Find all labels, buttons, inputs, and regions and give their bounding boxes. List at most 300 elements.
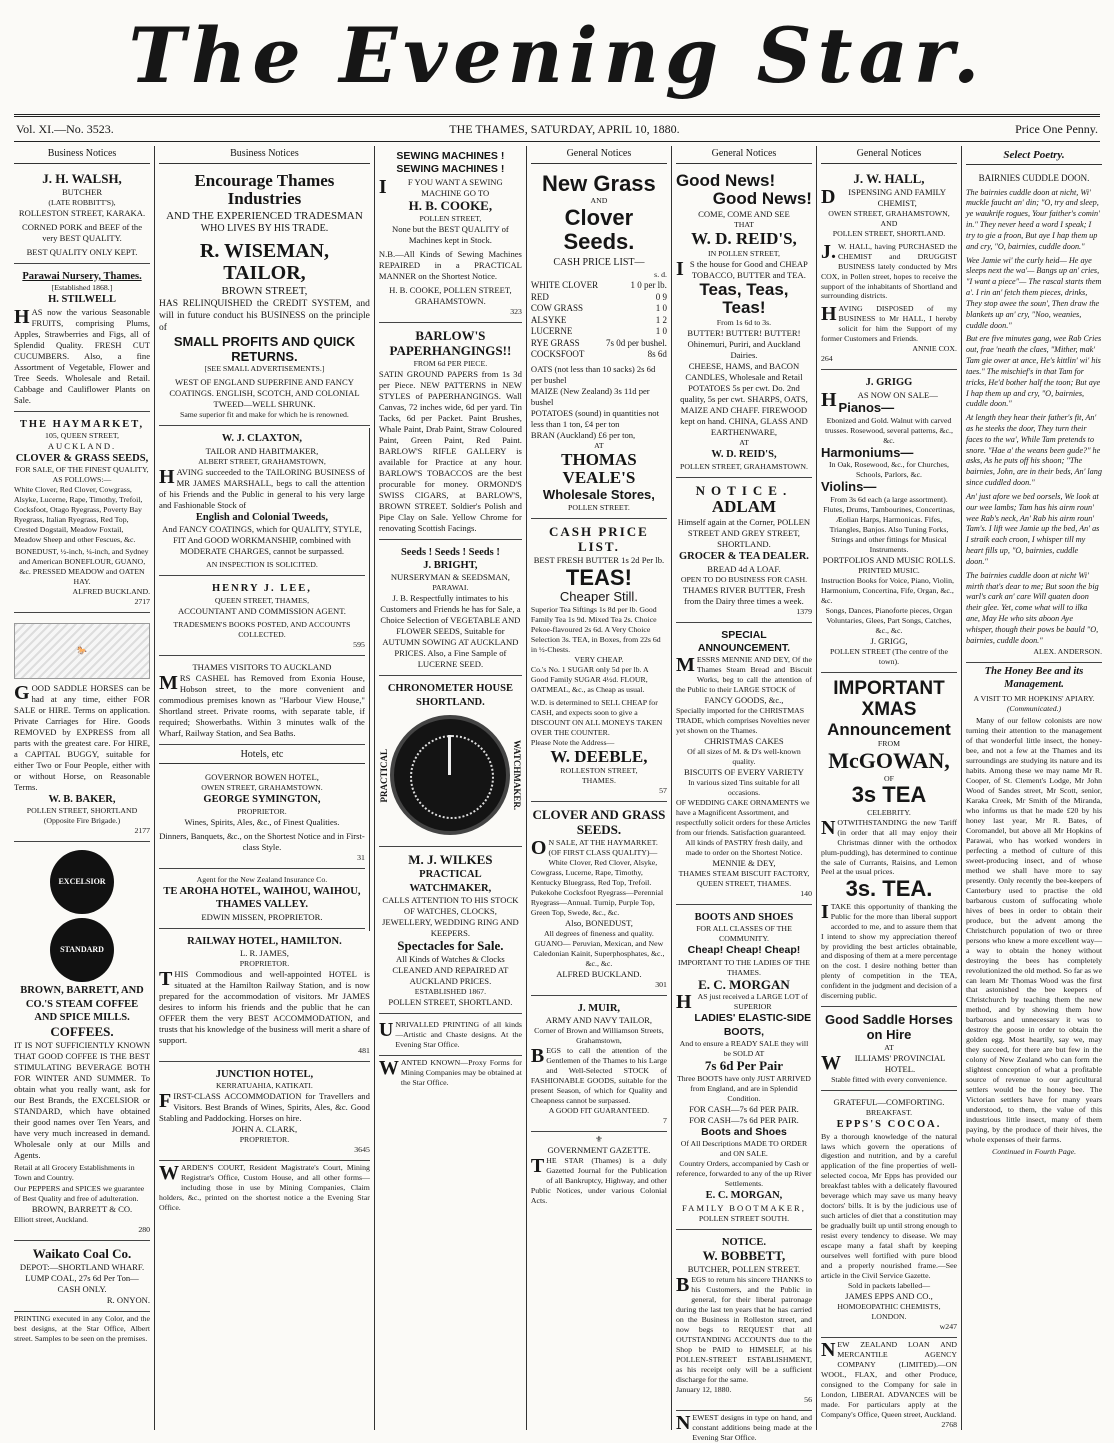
ad-title: Encourage Thames Industries xyxy=(194,170,335,209)
ad-number: 264 xyxy=(820,354,833,364)
ad-walsh xyxy=(14,168,150,264)
ad-title: EPPS'S COCOA. xyxy=(836,1119,942,1131)
ad-warden: WARDEN'S COURT, Resident Magistrate's Court, Mining Registrar's Office, Custom House, and all other forms—including those in use by Mining Companies, Claim holders, &c., printed on the shortest notice a the Evening Star Office. xyxy=(159,1162,370,1213)
ad-text: Specially imported for the CHRISTMAS TRADE, which comprises Novelties never yet shown on the Thames. xyxy=(675,706,810,736)
ad-number: 57 xyxy=(659,786,667,796)
ad-claxton xyxy=(159,428,365,576)
price-cell: 1 0 xyxy=(655,326,667,337)
ad-number: 7 xyxy=(663,1115,667,1125)
ad-text: CASH PRICE LIST— xyxy=(553,257,645,269)
ad-text: FIRST-CLASS ACCOMMODATION for Travellers and Visitors. Best Brands of Wines, Spirits, Ales, &c. Good Stabling and Paddocking. Horses on hire. xyxy=(159,1090,370,1124)
ad-text: None but the BEST QUALITY of Machines kept in Stock. xyxy=(392,223,509,245)
ad-text: POLLEN STREET. xyxy=(568,502,630,512)
ad-text: Also, BONEDUST, xyxy=(564,917,633,928)
ad-text: LUMP COAL, 27s 6d Per Ton—CASH ONLY. xyxy=(25,1273,139,1295)
ad-text: Sold in packets labelled— xyxy=(847,1281,931,1291)
price-cell: 1 0 xyxy=(655,303,667,314)
ad-title: Pianos— xyxy=(838,399,895,415)
price-row xyxy=(531,303,667,315)
ad-text: BUTTER! BUTTER! BUTTER! Ohinemuri, Puriri, and Auckland Dairies. xyxy=(687,328,801,361)
ad-text: POLLEN STREET, SHORTLAND. xyxy=(832,228,946,238)
ad-signature: J. GRIGG, xyxy=(870,635,908,646)
ad-text: LONDON. xyxy=(871,1312,907,1322)
ad-epps-cocoa xyxy=(821,1093,957,1338)
ad-title: PRACTICAL WATCHMAKER, xyxy=(409,869,492,894)
ad-title: H. B. COOKE, xyxy=(408,197,493,213)
ad-title: SEWING MACHINES ! SEWING MACHINES ! xyxy=(396,150,505,176)
ad-text: DISPENSING AND FAMILY CHEMIST, xyxy=(820,185,947,208)
ad-text: QUEEN STREET, THAMES, xyxy=(214,595,310,605)
ad-text: BEGS to return his sincere THANKS to his Customers, and the Public in general, for their liberal patronage during the last ten years that he has carried on the Business in Rolleston street, and now begs to REQUEST that all OUTSTANDING ACCOUNTS due to the Shop be PAID to HIMSELF, at his POLLEN-STREET ESTABLISHMENT, as his receipt only will be a sufficient discharge for the same. xyxy=(675,1274,812,1384)
ad-unrivalled-printing: UNRIVALLED PRINTING of all kinds—Artistic and Chaste designs. At the Evening Star Office. xyxy=(379,1016,522,1056)
ad-title: HENRY J. LEE, xyxy=(211,583,312,595)
ad-title: Teas, Teas, Teas! xyxy=(699,279,789,318)
ad-title: Wholesale Stores, xyxy=(542,487,655,503)
ad-title: SMALL PROFITS AND QUICK RETURNS. xyxy=(173,333,356,364)
ad-clover-seeds xyxy=(531,804,667,995)
ad-text: All degrees of fineness and quality. xyxy=(543,928,654,938)
price-cell: WHITE CLOVER xyxy=(530,280,599,291)
ad-text: MAIZE (New Zealand) 3s 11d per bushel xyxy=(530,385,650,407)
ad-title: Cheap! Cheap! Cheap! xyxy=(687,944,801,957)
ad-text: ARMY AND NAVY TAILOR, xyxy=(545,1015,653,1026)
ad-text: ESTABLISHED 1867. xyxy=(414,987,487,997)
ad-text: IN POLLEN STREET, xyxy=(707,248,780,258)
ad-text: Songs, Dances, Pianoforte pieces, Organ Voluntaries, Glees, Part Songs, Catches, &c., &c. xyxy=(825,606,953,635)
ad-text: THAT xyxy=(733,220,754,230)
ad-text: GOOD SADDLE HORSES can be had at any time, either FOR SALE or HIRE. Terms on application. Private Carriages for Hire. Goods REMOVED by EXPRESS from all parts with the greatest care. For HIRE, a CAPITAL BUGGY, suitable for either Two or Four People, either with or without Horse, on Reasonable Terms. xyxy=(14,681,151,792)
ad-text: January 12, 1880. xyxy=(675,1384,732,1394)
ad-number: 1379 xyxy=(796,606,812,616)
ad-text: FROM 6d PER PIECE. xyxy=(413,358,488,368)
ad-text: Agent for the New Zealand Insurance Co. xyxy=(196,874,328,884)
ad-text: AT xyxy=(739,438,749,448)
ad-text: PORTFOLIOS AND MUSIC ROLLS. xyxy=(822,555,956,566)
ad-title: GEORGE SYMINGTON, xyxy=(203,794,321,806)
ad-text: OWEN STREET, GRAHAMSTOWN, xyxy=(828,208,950,218)
ad-signature: ANNIE COX. xyxy=(912,344,957,354)
column-heading: Business Notices xyxy=(159,146,370,164)
poem-stanza: The bairnies cuddle doon at nicht, Wi' muckle faucht an' din; "O, try and sleep, ye waukrife rogues, Your faither's comin' in." They never heed a word I speak; I try to gie a froon, But aye I hap them up and cry, "O, bairnies, cuddle doon." xyxy=(966,187,1100,251)
ad-title: W. DEEBLE, xyxy=(550,746,648,766)
ad-text: WEST OF ENGLAND SUPERFINE AND FANCY COATINGS. ENGLISH, SCOTCH, AND COLONIAL TWEED—WELL SHRUNK. xyxy=(169,377,360,410)
ad-title: GRATEFUL—COMFORTING. xyxy=(833,1097,945,1108)
ad-title: Violins— xyxy=(820,479,877,495)
ad-reid xyxy=(676,168,812,478)
ad-signature: BROWN, BARRETT & CO. xyxy=(31,1204,133,1215)
ad-title: BOOTS AND SHOES xyxy=(694,911,794,923)
ad-text: N.B.—All Kinds of Sewing Machines REPAIRED in a PRACTICAL MANNER on the Shortest Notice. xyxy=(378,248,522,281)
ad-title: BROWN, BARRETT, AND CO.'S STEAM COFFEE AND SPICE MILLS. xyxy=(20,985,144,1024)
column-5 xyxy=(672,146,817,1442)
clock-illustration xyxy=(390,715,510,835)
ad-text: ITAKE this opportunity of thanking the Public for the more than liberal support accorded to me, and to assure them that I intend to show my appreciation thereof by providing the best articles obtainable, and disposing of them at a mere percentage on the cost. I desire nothing better than plenty of competition in the TEA, confident in the judgment and decision of a discerning public. xyxy=(820,900,957,1001)
ad-barlow xyxy=(379,325,522,540)
ad-text: CHEESE, HAMS, and BACON CANDLES, Wholesale and Retail POTATOES 5s per cwt. Do. 2nd quality, 5s per cwt. SHARPS, OATS, MAIZE AND CHAFF. FIREWOOD kept on hand. CHINA, GLASS AND EARTHENWARE, xyxy=(680,361,808,438)
ad-title: JUNCTION HOTEL, xyxy=(215,1068,314,1080)
ad-text: All Kinds of Watches & Clocks CLEANED AND REPAIRED AT AUCKLAND PRICES. xyxy=(392,954,509,987)
ad-text: From 1s 6d to 3s. xyxy=(716,318,772,328)
ad-text: POLLEN STREET, SHORTLAND xyxy=(26,806,138,816)
ad-mennie-dey xyxy=(676,625,812,905)
ad-title: Parawai Nursery, Thames. xyxy=(22,270,142,282)
ad-title: M. J. WILKES xyxy=(408,852,493,868)
ad-text: IMPORTANT TO THE LADIES OF THE THAMES. xyxy=(678,957,810,977)
excelsior-brand-stamp: EXCELSIOR xyxy=(50,850,114,914)
ad-title: Spectacles for Sale. xyxy=(397,938,504,954)
ad-title: SPECIAL ANNOUNCEMENT. xyxy=(697,628,791,654)
dateline xyxy=(14,114,1100,142)
section-heading: Hotels, etc xyxy=(159,747,365,765)
ad-title: E. C. MORGAN xyxy=(698,976,790,992)
ad-title: TE AROHA HOTEL, WAIHOU, WAIHOU, THAMES VALLEY. xyxy=(163,885,361,911)
ad-wanted-known: WANTED KNOWN—Proxy Forms for Mining Companies may be obtained at the Star Office. xyxy=(378,1056,522,1087)
ad-morgan xyxy=(676,907,812,1230)
ad-title: CLOVER AND GRASS SEEDS. xyxy=(532,807,666,838)
ad-title: RAILWAY HOTEL, HAMILTON. xyxy=(187,935,342,947)
column-2-split xyxy=(159,428,370,930)
ad-text: WHO LIVES BY HIS TRADE. xyxy=(200,223,329,235)
ad-printing: PRINTING executed in any Color, and the best designs, at the Star Office, Albert street. Samples to be seen on the premises. xyxy=(14,1314,151,1344)
ad-text: POLLEN STREET, xyxy=(419,213,482,223)
volume-number: Vol. XI.—No. 3523. xyxy=(16,121,114,136)
ad-muir xyxy=(531,998,667,1132)
ad-number: 481 xyxy=(358,1045,370,1055)
ad-title: Good News! xyxy=(675,170,776,190)
ad-number: 2177 xyxy=(134,826,151,836)
ad-signature: W. D. REID'S, xyxy=(711,449,777,461)
ad-signature: E. C. MORGAN, xyxy=(705,1190,783,1202)
ad-text: Instruction Books for Voice, Piano, Violin, Harmonium, Concertina, Fife, Organ, &c., &c. xyxy=(820,576,954,606)
ad-signature: ALFRED BUCKLAND. xyxy=(556,968,642,979)
ad-text: BEST FRESH BUTTER 1s 2d Per lb. xyxy=(533,554,665,565)
ad-text: Superior Tea Siftings 1s 8d per lb. Good Family Tea 1s 9d. Mixed Tea 2s. Choice Pekoe-flavoured 2s 6d. A Very Choice Selection 3s. TEA, in Boxes, from 22s 6d in ½-Chests. xyxy=(530,604,661,654)
price-row xyxy=(531,326,667,338)
ad-text: L. R. JAMES, xyxy=(239,947,289,958)
ad-title: J. GRIGG xyxy=(865,377,913,389)
ad-title: R. WISEMAN, TAILOR, xyxy=(199,240,329,285)
column-heading: General Notices xyxy=(821,146,957,164)
price-cell: 7s 0d per bushel. xyxy=(605,337,667,348)
ad-text: In various sized Tins suitable for all occasions. xyxy=(688,778,800,798)
ad-text: White Clover, Red Clover, Cowgrass, Alsyke, Lucerne, Rape, Timothy, Trefoil, Cocksfoot, Otago Ryegrass, Poverty Bay Ryegrass, Italian Ryegrass, Red Top, Crested Dogstail, Meadow Foxtail, Meadow Sheep and other Fescues, &c. xyxy=(14,485,143,545)
ad-text: AUCKLAND. xyxy=(47,440,117,451)
ad-signature: ALFRED BUCKLAND. xyxy=(72,587,151,597)
ad-mcgowan xyxy=(821,675,957,1007)
ad-title: THE HAYMARKET, xyxy=(19,418,145,430)
ad-text: FAMILY BOOTMAKER, xyxy=(682,1202,806,1213)
ad-text: NEW ZEALAND LOAN AND MERCANTILE AGENCY COMPANY (LIMITED).—ON WOOL, FLAX, and other Produce, consigned to the Company for sale in London, LIBERAL ADVANCES will be made. For particulars apply at the Company's Office, Queen street, Auckland. xyxy=(820,1338,957,1419)
ad-text: CELEBRITY. xyxy=(867,807,911,817)
issue-date: THE THAMES, SATURDAY, APRIL 10, 1880. xyxy=(449,121,680,136)
horse-carriage-illustration: 🐎 xyxy=(14,623,150,679)
ad-text: ON SALE, AT THE HAYMARKET. (OF FIRST CLASS QUALITY)— White Clover, Red Clover, Alsyke, Cowgrass, Lucerne, Rape, Timothy, Kentucky Bluegrass, Red Top, Trefoil. Pukekohe Cocksfoot Ryegrass—Perennial Ryegrass—Annual. Turnip, Purple Top, Green Top, Swede, &c., &c. xyxy=(530,836,664,917)
ad-text: PROPRIETOR. xyxy=(239,1135,290,1145)
ad-text: BEST QUALITY ONLY KEPT. xyxy=(26,246,138,257)
clock-row xyxy=(379,709,522,841)
ad-text: BROWN STREET, xyxy=(221,285,308,298)
poem-stanza: But ere five minutes gang, wee Rab Cries out, frae 'neath the claes, "Mither, mak' Tam gie ower at ance, He's kittlin' wi' his taes." The mischief's in that Tam for tricks, He'd bother half the toon; But aye I hap them up and cry, "O, bairnies, cuddle doon." xyxy=(966,334,1102,409)
column-2 xyxy=(155,146,375,1430)
ad-text: Dinners, Banquets, &c., on the Shortest Notice and in First-class Style. xyxy=(159,830,365,852)
ad-text: CHRISTMAS CAKES xyxy=(704,736,784,747)
ad-text: OF xyxy=(884,773,894,783)
ad-text: By a thorough knowledge of the natural laws which govern the operations of digestion and nutrition, and by a careful application of the fine properties of well-selected cocoa, Mr Epps has provided our breakfast tables with a delicately flavoured beverage which may save us many heavy doctors' bills. It is by the judicious use of such articles of diet that a constitution may be gradually built up until strong enough to resist every tendency to disease. We may escape many a fatal shaft by keeping ourselves well fortified with pure blood and a properly nourished frame.—See article in the Civil Service Gazette. xyxy=(820,1131,957,1281)
ad-junction-hotel xyxy=(159,1064,370,1161)
ad-text: ACCOUNTANT AND COMMISSION AGENT. xyxy=(177,605,346,616)
price-cell: RED xyxy=(530,291,549,302)
ad-text: WILLIAMS' PROVINCIAL HOTEL. xyxy=(820,1052,946,1075)
ad-text: All kinds of PASTRY fresh daily, and made to order on the Shortest Notice. xyxy=(685,837,803,857)
ad-text: ALBERT STREET, GRAHAMSTOWN, xyxy=(198,456,326,466)
ad-signature: H. B. COOKE, POLLEN STREET, GRAHAMSTOWN. xyxy=(389,284,512,306)
ad-title: GROCER & TEA DEALER. xyxy=(678,551,809,563)
column-heading: Business Notices xyxy=(14,146,150,164)
ad-number: 31 xyxy=(357,852,365,862)
ad-text: AND THE EXPERIENCED TRADESMAN xyxy=(166,210,363,223)
ad-wiseman xyxy=(159,168,370,427)
ad-text: s. d. xyxy=(654,270,667,280)
column-4 xyxy=(527,146,672,1430)
ad-text: [SEE SMALL ADVERTISEMENTS.] xyxy=(204,364,325,374)
ad-title: CLOVER & GRASS SEEDS, xyxy=(15,452,149,464)
price-cell: LUCERNE xyxy=(530,326,573,337)
ad-title: J. MUIR, xyxy=(577,1002,621,1014)
ad-text: FOR ALL CLASSES OF THE COMMUNITY. xyxy=(696,924,792,944)
price-row xyxy=(531,292,667,304)
ad-text: WATCHMAKER. xyxy=(511,740,522,811)
ad-title: CASH PRICE LIST. xyxy=(549,523,649,554)
coffee-brand-stamps xyxy=(14,848,150,984)
ad-text: THAMES. xyxy=(581,776,616,786)
ad-hall xyxy=(821,168,957,370)
article-title: The Honey Bee and its Management. xyxy=(984,665,1084,690)
column-heading: General Notices xyxy=(676,146,812,164)
ad-number: 280 xyxy=(138,1225,151,1235)
ad-number: 140 xyxy=(800,888,812,898)
ad-text: THIS Commodious and well-appointed HOTEL is situated at the Hamilton Railway Station, and is now prepared for the accommodation of visitors. Mr JAMES desires to inform his friends and the public that he can OFFER them the very BEST ACCOMMODATION, and trusts that his knowledge of the business will merit a share of support. xyxy=(159,967,370,1045)
ad-lee xyxy=(159,578,365,655)
ad-text: FOR CASH—7s 6d PER PAIR. xyxy=(689,1104,799,1115)
ad-text: Of All Descriptions MADE TO ORDER and ON SALE. xyxy=(680,1139,808,1159)
ad-text: THE STAR (Thames) is a duly Gazetted Journal for the Publication of all Bankruptcy, Highway, and other Public Notices, under various Colonial Acts. xyxy=(530,1154,667,1205)
ad-signature: MENNIE & DEY, xyxy=(712,857,776,868)
ad-text: DEPOT:—SHORTLAND WHARF. xyxy=(19,1262,145,1273)
ad-title: J. H. WALSH, xyxy=(42,170,122,186)
ad-baker xyxy=(14,615,150,842)
ad-title: English and Colonial Tweeds, xyxy=(195,511,328,523)
ad-deeble xyxy=(531,521,667,802)
ad-number: 2717 xyxy=(134,596,151,606)
ad-nz-loan xyxy=(821,1340,957,1430)
ad-government-gazette xyxy=(531,1134,667,1206)
ad-text: POLLEN STREET SOUTH. xyxy=(698,1213,790,1223)
ad-cooke xyxy=(379,146,522,323)
ad-text: OWEN STREET, GRAHAMSTOWN. xyxy=(201,783,323,793)
ad-title: LADIES' ELASTIC-SIDE BOOTS, xyxy=(694,1012,812,1038)
price-cell: 8s 6d xyxy=(647,349,667,360)
ad-text: VERY CHEAP. xyxy=(574,654,624,664)
price-row xyxy=(531,349,667,361)
column-heading: General Notices xyxy=(531,146,667,164)
poem-stanza: Wee Jamie wi' the curly heid— He aye sleeps next the wa'— Bangs up an' cries, "I want a piece"— The rascal starts them a'. I rin an' fetch them pieces, drinks, They stop awee the soun', Then draw the blankets up an' cry, "Noo, weanies, cuddle doon." xyxy=(966,255,1102,330)
ad-newest-designs: NEWEST designs in type on hand, and constant additions being made at the Evening Star Office. xyxy=(675,1411,812,1442)
column-7 xyxy=(962,146,1106,1430)
ad-text: OPEN TO DO BUSINESS FOR CASH. xyxy=(680,574,808,584)
ad-title: H. STILWELL xyxy=(48,294,116,306)
ad-title: NOTICE. xyxy=(721,1236,766,1248)
ad-text: J. B. Respectfully intimates to his Customers and Friends he has for Sale, a Choice Selection of VEGETABLE AND FLOWER SEEDS, Suitable for AUTUMN SOWING AT AUCKLAND PRICES. Also, a Fine Sample of LUCERNE SEED. xyxy=(380,593,521,670)
ad-title: Good Saddle Horses on Hire xyxy=(825,1012,953,1043)
ad-text: JOHN A. CLARK, xyxy=(231,1124,298,1135)
ad-text: Country Orders, accompanied by Cash or reference, forwarded to any of the up River Settlements. xyxy=(676,1159,812,1189)
ad-number: 323 xyxy=(510,306,522,316)
ad-title: Announcement xyxy=(827,719,951,739)
ad-text: HAS NOW ON SALE— xyxy=(820,388,938,411)
ad-text: OATS (not less than 10 sacks) 2s 6d per bushel xyxy=(530,363,656,385)
price-cell: COCKSFOOT xyxy=(530,349,585,360)
ad-text: Himself again at the Corner, POLLEN STREET AND GREY STREET, SHORTLAND. xyxy=(677,517,811,550)
ad-text: IS the house for Good and CHEAP TOBACCO, BUTTER and TEA. xyxy=(675,257,808,280)
ad-text: Same superior fit and make for which he is renowned. xyxy=(180,410,349,420)
ad-text: (LATE ROBBITT'S), xyxy=(48,197,116,207)
ad-text: HOMOEOPATHIC CHEMISTS, xyxy=(837,1302,941,1312)
ad-text: Our PEPPERS and SPICES we guarantee of Best Quality and free of adulteration. xyxy=(14,1184,145,1204)
article-body: Many of our fellow colonists are now turning their attention to the management of that wonderful little insect, the honey-bee, and not a few at the Thames and its surroundings are studying its nature and its habits. Among these we may name Mr R. Cooper, of St. Clement's Lodge, Mr John Wood of Sandes street, Mr Scott, senior, Karaka Creek, Mr Smith of the Miranda, who informs us that he made £20 by his honey last year, Mr R. Bates, of Coromandel, but above all Mr Hopkins of Parawai, who has worked wonders in perfecting a method of culture of this sweet-producing insect, and of whose method we shall have more to say presently. Only recently the bee-keepers of Canterbury used to practise the old barbarous custom of suffocating whole hives of bees in order to obtain their produce, but the advent among the Christchurch population of two or three persons who knew a more excellent way—a way to obtain the honey without destroying the bees has completely revolutionized the old method. So far as we can learn Mr Thomas Wood was the first that astonished the bee keepers of Christchurch by teaching them the new method, and by showing them how barbarous and unnecessary it was to destroy the goose in order to obtain the golden egg. Most heartily, say we, may they succeed, for there are but few in the colony of New Zealand who can form the slightest conception of what a profitable source of revenue to our agricultural settlers would be the honey bee. The Victorian settlers have for many years understood, to them, the value of this industrious little insect, many of them paying, by the produce of their hives, the whole expenses of their farms. xyxy=(966,716,1103,1145)
price-row xyxy=(531,280,667,292)
ad-text: HAVING DISPOSED of my BUSINESS to Mr HALL, I hereby solicit for him the Support of my former Customers and Friends. xyxy=(820,303,957,344)
ad-text: NOTWITHSTANDING the new Tariff (in order that all may enjoy their Christmas dinner with the orthodox plum-pudding), has determined to continue the sale of Currants, Raisins, and Lemon Peel at the usual prices. xyxy=(820,816,957,877)
ad-text: MESSRS MENNIE AND DEY, Of the Thames Steam Bread and Biscuit Works, beg to call the attention of the Public to their LARGE STOCK of xyxy=(675,654,812,695)
ad-text: HAS just received a LARGE LOT of SUPERIOR xyxy=(675,991,808,1014)
ad-title: Harmoniums— xyxy=(820,444,914,460)
ad-title: Seeds ! Seeds ! Seeds ! xyxy=(400,546,500,558)
ad-title: NOTICE. xyxy=(695,482,793,498)
ad-signature: R. ONYON. xyxy=(106,1295,151,1306)
ad-text: Elliott street, Auckland. xyxy=(14,1215,89,1225)
ad-text: TAILOR AND HABITMAKER, xyxy=(205,445,319,456)
ad-title: W. D. REID'S, xyxy=(691,229,797,249)
ad-text: THAMES RIVER BUTTER, Fresh from the Dairy three times a week. xyxy=(682,584,806,606)
ad-text: THAMES STEAM BISCUIT FACTORY, QUEEN STREET, THAMES. xyxy=(678,868,810,888)
ad-haymarket xyxy=(14,414,150,613)
column-3 xyxy=(375,146,527,1430)
ad-text: COME, COME AND SEE xyxy=(698,209,790,220)
ad-title: W. J. CLAXTON, xyxy=(221,433,303,445)
ad-text: MRS CASHEL has Removed from Exonia House, Hobson street, to the more convenient and commodious premises known as "Harbour View House," Shortland street. Private rooms, with separate table, if required; Showerbaths. Within 3 minutes walk of the Wharf, Railway Station, and Sea Baths. xyxy=(159,671,365,738)
price-row xyxy=(531,315,667,327)
ad-wilkes xyxy=(379,849,522,1014)
ad-number: 3645 xyxy=(354,1145,370,1155)
poem-stanza: At length they hear their father's fit, An' as he steeks the door, They turn their faces to the wa', While Tam pretends to snore. "Hae a' the weans been gude?" he asks, As he puts off his shoon; "The bairnies, John, are in their beds, An' lang since cuddled doon." xyxy=(966,413,1102,488)
ad-text: TRADESMEN'S BOOKS POSTED, AND ACCOUNTS COLLECTED. xyxy=(173,619,351,639)
ad-text: BUTCHER, POLLEN STREET. xyxy=(687,1264,801,1275)
ad-text: FANCY GOODS, &c., xyxy=(704,695,784,706)
ad-saddle-horses xyxy=(821,1009,957,1091)
ad-title: J. BRIGHT, xyxy=(423,560,478,572)
ad-text: HAS RELINQUISHED the CREDIT SYSTEM, and will in future conduct his BUSINESS on the principle of xyxy=(159,299,370,334)
ad-title: McGOWAN, xyxy=(828,748,950,774)
ad-text: PRINTED MUSIC. xyxy=(858,566,920,576)
poem-stanza: An' just afore we bed oorsels, We look at our wee lambs; Tam has his airm roun' wee Rab's neck, An' Rab his airm roun' Tam's. I lift wee Jamie up the bed, An' as I straik each croon, I whisper till my heart fills up, "O, bairnies, cuddle doon." xyxy=(966,491,1100,566)
price-cell: 1 0 per lb. xyxy=(630,280,667,291)
ad-text: From 3s 6d each (a large assortment). Flutes, Drums, Tambourines, Concertinas, Æolian Harps, Harmonicas. Fifes, Triangles, Banjos. Also Tuning Forks, Strings and other fittings for Musical Instruments. xyxy=(823,495,955,555)
ad-text: PROPRIETOR. xyxy=(237,806,287,816)
price-cell: 1 2 xyxy=(655,314,667,325)
ad-title: BARLOW'S PAPERHANGINGS!! xyxy=(389,327,512,358)
ad-text: And FANCY COATINGS, which for QUALITY, STYLE, FIT And GOOD WORKMANSHIP, combined with MODERATE CHARGES, cannot be surpassed. xyxy=(162,524,362,557)
ad-visitors xyxy=(159,658,365,745)
ad-adlam xyxy=(676,480,812,623)
ad-number: 595 xyxy=(353,639,365,649)
column-6 xyxy=(817,146,962,1430)
ad-text: Corner of Brown and Williamson Streets, Grahamstown, xyxy=(534,1026,664,1045)
ad-title: GOVERNOR BOWEN HOTEL, xyxy=(205,772,319,783)
ad-text: SATIN GROUND PAPERS from 1s 3d per Piece. NEW PATTERNS in NEW STYLES of PAPERHANGINGS. Wall Canvas, 72 inches wide, 6d per yard. Tin Tacks, 6d per Packet. Paint Brushes, Whale Paint, Drab Paint, Straw Coloured Paint, Green Paint, Red Paint. BARLOW'S RIFLE GALLERY is available for Practice at any hour. BARLOW'S TOBACCOS are the best procurable for money. ORMOND'S SWISS CIGARS, at BARLOW'S, BROWN STREET. Soldier's Polish and Pipe Clay on Sale. Yellow Chrome for renovating Scottish Facings. xyxy=(378,368,522,533)
newspaper-title: The Evening Star. xyxy=(128,11,986,100)
ad-title: GOVERNMENT GAZETTE. xyxy=(547,1144,651,1155)
ad-text: BRAN (Auckland) £6 per ton, xyxy=(530,429,636,440)
poem-title: BAIRNIES CUDDLE DOON. xyxy=(978,173,1090,184)
ad-bobbett xyxy=(676,1232,812,1411)
ad-title: Clover Seeds. xyxy=(563,204,635,255)
ad-title: New Grass xyxy=(542,170,656,196)
ad-text: BONEDUST, ½-inch, ¼-inch, and Sydney and American BONEFLOUR, GUANO, &c. PRESSED MEADOW and OATEN HAY. xyxy=(15,547,149,587)
price-list xyxy=(531,280,667,361)
price-cell: ALSYKE xyxy=(530,314,567,325)
ad-title: 7s 6d Per Pair xyxy=(704,1058,783,1074)
ad-text: [Established 1868.] xyxy=(51,283,113,293)
ad-text: GUANO— Peruvian, Mexican, and New Caledonian Kainit, Superphosphates, &c., &c., &c. xyxy=(533,938,665,968)
poem-author: ALEX. ANDERSON. xyxy=(1033,646,1103,656)
ad-text: CORNED PORK and BEEF of the very BEST QUALITY. xyxy=(21,221,143,243)
ad-text: POLLEN STREET, GRAHAMSTOWN. xyxy=(679,461,808,471)
ad-brown-barrett xyxy=(14,844,150,1241)
ad-text: EDWIN MISSEN, PROPRIETOR. xyxy=(201,911,323,922)
ad-title: 3s TEA xyxy=(851,782,927,808)
ad-text: ROLLESTON STREET, xyxy=(560,766,638,776)
ad-text: Wines, Spirits, Ales, &c., of Finest Qualities. xyxy=(184,816,340,827)
ad-text: PROPRIETOR. xyxy=(239,958,290,968)
ad-chronometer-house xyxy=(379,678,522,847)
ad-text: AND xyxy=(590,195,608,205)
ad-title: ADLAM xyxy=(711,497,777,517)
ad-title: Good News! xyxy=(712,189,812,209)
price-row xyxy=(531,338,667,350)
ad-title: Boots and Shoes xyxy=(701,1126,787,1139)
ad-text: (Opposite Fire Brigade.) xyxy=(43,816,121,826)
ad-governor-bowen xyxy=(159,768,365,868)
ad-title: THOMAS VEALE'S xyxy=(561,449,637,488)
ad-text: PRACTICAL xyxy=(378,748,389,803)
ad-number: 2768 xyxy=(941,1419,957,1429)
ad-text: A GOOD FIT GUARANTEED. xyxy=(548,1105,650,1115)
ad-title: IMPORTANT XMAS xyxy=(833,677,945,720)
ad-title: COFFEES. xyxy=(50,1023,114,1039)
ad-text: CALLS ATTENTION TO HIS STOCK OF WATCHES, CLOCKS, JEWELLERY, WEDDING RING AND KEEPERS. xyxy=(382,895,519,939)
price-cell: 0 9 xyxy=(655,291,667,302)
ad-title: W. B. BAKER, xyxy=(48,793,116,805)
ad-text: BISCUITS OF EVERY VARIETY xyxy=(683,767,804,778)
ad-te-aroha xyxy=(159,871,365,929)
ad-text: Ebonized and Gold. Walnut with carved trusses. Rosewood, several patterns, &c., &c. xyxy=(824,415,953,445)
ad-nursery xyxy=(14,266,150,412)
ad-text: AT xyxy=(594,440,604,450)
ad-title: J. W. HALL, xyxy=(853,170,925,186)
column-2-left xyxy=(159,428,370,930)
ad-text: Of all sizes of M. & D's well-known quality. xyxy=(687,747,801,767)
ad-text: POLLEN STREET, SHORTLAND. xyxy=(388,997,513,1008)
